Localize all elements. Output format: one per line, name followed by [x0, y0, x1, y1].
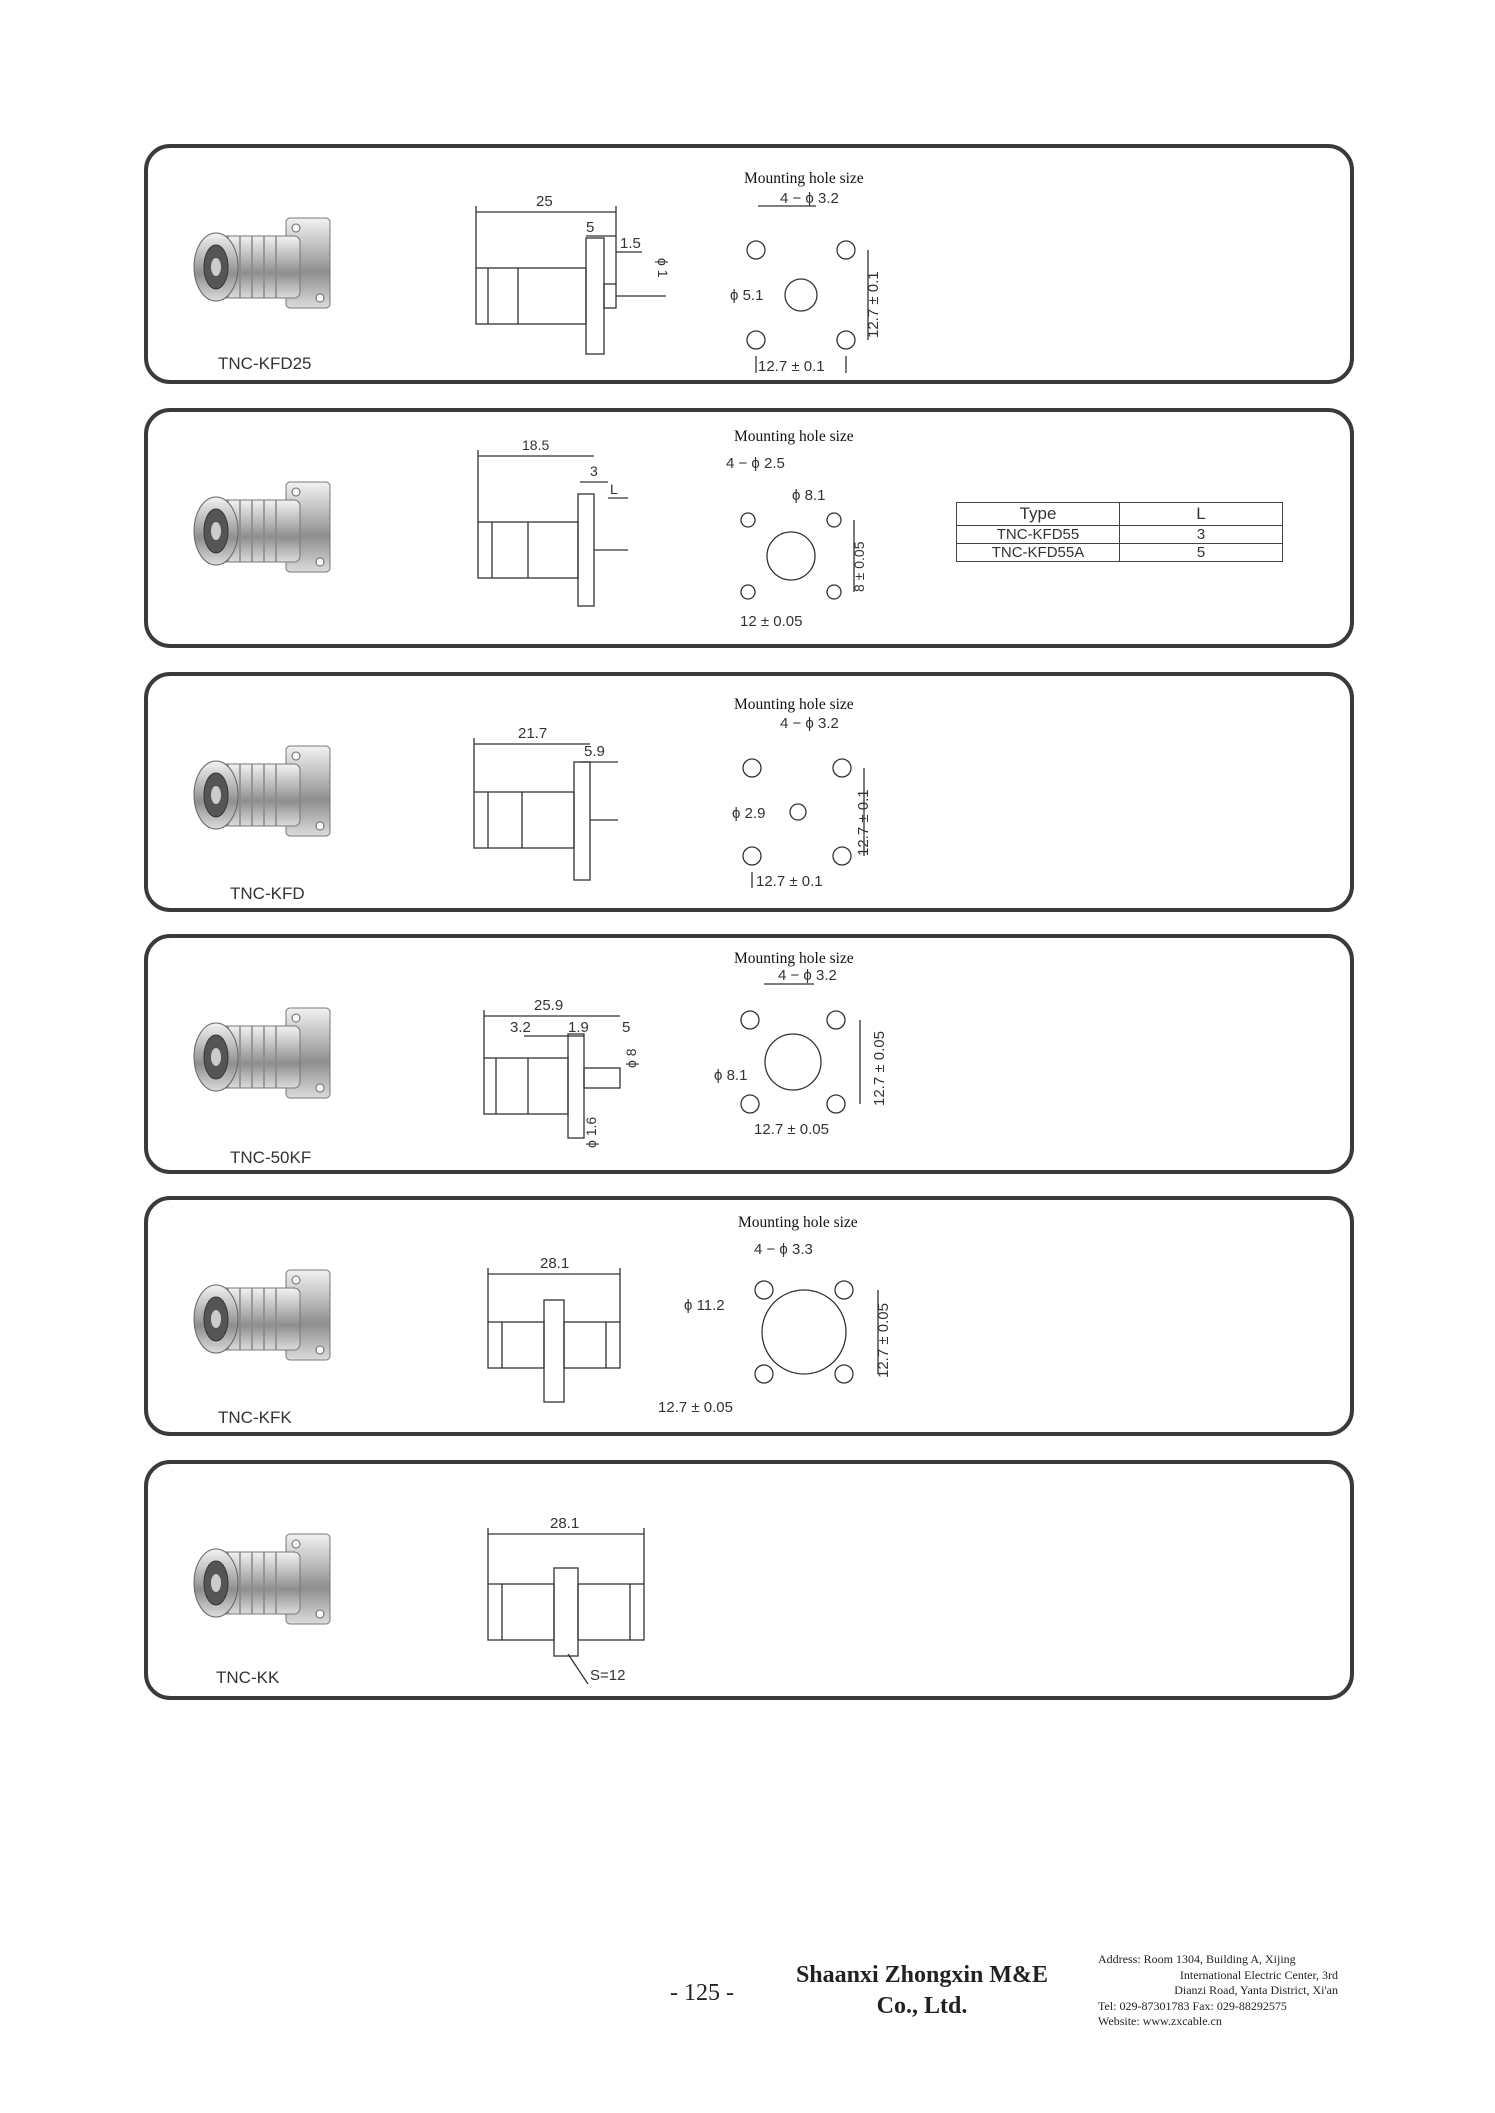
hole-count: 4 − ϕ 3.2 — [780, 190, 839, 207]
table-cell: TNC-KFD55A — [957, 544, 1120, 562]
dim-hex: S=12 — [590, 1667, 626, 1684]
company-line-1: Shaanxi Zhongxin M&E — [795, 1962, 1049, 1988]
center-hole: ϕ 8.1 — [792, 487, 826, 504]
product-panel-tnc-kk — [144, 1460, 1354, 1700]
model-name: TNC-KFD — [230, 884, 305, 903]
mounting-hole-title: Mounting hole size — [734, 696, 854, 713]
company-line-2: Co., Ltd. — [876, 1993, 968, 2019]
hole-spacing-v: 12.7 ± 0.05 — [875, 1303, 892, 1378]
website: Website: www.zxcable.cn — [1098, 2014, 1222, 2028]
dim-length: 21.7 — [518, 725, 548, 742]
dim-length: 25 — [536, 193, 553, 210]
table-header: L — [1120, 503, 1283, 526]
dim-pin: 5 — [622, 1019, 631, 1036]
connector-photo — [188, 1250, 368, 1400]
mounting-hole-drawing — [704, 968, 944, 1168]
mounting-hole-title: Mounting hole size — [744, 170, 864, 187]
table-row — [957, 544, 1283, 562]
dim-l: L — [610, 481, 618, 497]
mounting-hole-drawing — [718, 188, 938, 388]
dim-pin: 1.5 — [620, 235, 641, 252]
mounting-hole-drawing — [718, 716, 938, 916]
company-name — [772, 1960, 1072, 2022]
mounting-hole-title: Mounting hole size — [738, 1214, 858, 1231]
center-hole: ϕ 8.1 — [714, 1067, 748, 1084]
dim-body: 3.2 — [510, 1019, 531, 1036]
table-cell: 5 — [1120, 544, 1283, 562]
side-view-drawing — [478, 1504, 698, 1684]
table-header: Type — [957, 503, 1120, 526]
mounting-hole-title: Mounting hole size — [734, 950, 854, 967]
dim-pin-dia: ϕ 1 — [655, 258, 671, 278]
address-line: Dianzi Road, Yanta District, Xi'an — [1174, 1983, 1338, 1997]
model-name: TNC-KFD25 — [218, 354, 312, 373]
product-panel-tnc-kfk — [144, 1196, 1354, 1436]
connector-photo — [188, 988, 368, 1138]
mounting-hole-drawing — [718, 452, 938, 652]
center-hole: ϕ 2.9 — [732, 805, 766, 822]
hole-spacing-h: 12.7 ± 0.1 — [758, 358, 825, 375]
page-number: - 125 - — [670, 1980, 734, 2006]
mounting-hole-title: Mounting hole size — [734, 428, 854, 445]
model-name: TNC-KK — [216, 1668, 280, 1687]
connector-photo — [188, 1514, 368, 1664]
type-table — [956, 502, 1283, 562]
hole-count: 4 − ϕ 3.3 — [754, 1241, 813, 1258]
center-hole: ϕ 11.2 — [684, 1297, 725, 1314]
side-view-drawing — [458, 706, 758, 906]
hole-count: 4 − ϕ 2.5 — [726, 455, 785, 472]
connector-photo — [188, 198, 368, 348]
dim-length: 28.1 — [540, 1255, 570, 1272]
hole-spacing-h: 12.7 ± 0.05 — [754, 1121, 829, 1138]
product-panel-tnc-kfd25 — [144, 144, 1354, 384]
dim-length: 18.5 — [522, 437, 550, 453]
product-panel-tnc-kfd55 — [144, 408, 1354, 648]
connector-photo — [188, 726, 368, 876]
hole-spacing-h: 12.7 ± 0.05 — [658, 1399, 733, 1416]
dim-length: 25.9 — [534, 997, 564, 1014]
dim-flange: 1.9 — [568, 1019, 589, 1036]
tel-fax: Tel: 029-87301783 Fax: 029-88292575 — [1098, 1998, 1287, 2013]
hole-count: 4 − ϕ 3.2 — [780, 716, 839, 732]
mounting-hole-drawing — [648, 1238, 968, 1438]
connector-photo — [188, 462, 368, 612]
dim-pin-dia: ϕ 8 — [623, 1048, 639, 1068]
hole-spacing-v: 8 ± 0.05 — [851, 541, 867, 592]
dim-flange: 3 — [590, 463, 598, 479]
dim-pin-small: ϕ 1.6 — [583, 1116, 599, 1148]
hole-spacing-v: 12.7 ± 0.1 — [855, 789, 872, 856]
dim-length: 28.1 — [550, 1515, 580, 1532]
table-cell: TNC-KFD55 — [957, 526, 1120, 544]
table-header-row — [957, 503, 1283, 526]
model-name: TNC-50KF — [230, 1148, 312, 1167]
hole-spacing-h: 12 ± 0.05 — [740, 613, 803, 630]
table-row — [957, 526, 1283, 544]
company-address — [1098, 1952, 1338, 2030]
product-panel-tnc-50kf — [144, 934, 1354, 1174]
table-cell: 3 — [1120, 526, 1283, 544]
hole-spacing-v: 12.7 ± 0.1 — [865, 271, 882, 338]
hole-spacing-v: 12.7 ± 0.05 — [871, 1031, 888, 1106]
product-panel-tnc-kfd — [144, 672, 1354, 912]
dim-flange: 5.9 — [584, 743, 605, 760]
dim-flange: 5 — [586, 219, 595, 236]
hole-count: 4 − ϕ 3.2 — [778, 968, 837, 984]
hole-spacing-h: 12.7 ± 0.1 — [756, 873, 823, 890]
center-hole: ϕ 5.1 — [730, 287, 764, 304]
address-line: International Electric Center, 3rd — [1179, 1967, 1338, 1982]
side-view-drawing — [458, 432, 758, 632]
address-line: Address: Room 1304, Building A, Xijing — [1098, 1952, 1296, 1966]
model-name: TNC-KFK — [218, 1408, 292, 1427]
